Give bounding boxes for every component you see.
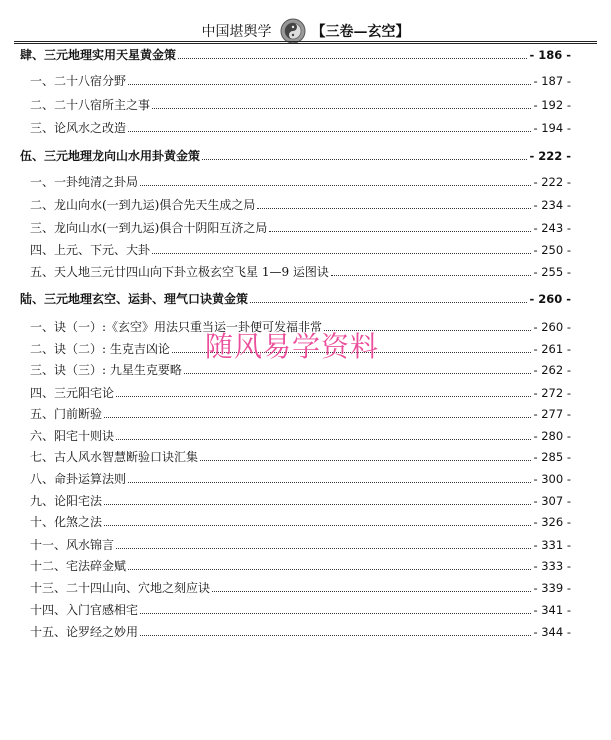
toc-entry-title: 九、论阳宅法 <box>30 494 103 508</box>
toc-section-entry[interactable] <box>30 195 571 213</box>
toc-leader-dots <box>116 396 531 397</box>
toc-leader-dots <box>202 159 527 160</box>
toc-section-entry[interactable] <box>30 556 571 574</box>
toc-entry-title: 二、二十八宿所主之事 <box>30 98 151 112</box>
toc-entry-title: 十四、入门官感相宅 <box>30 603 139 617</box>
toc-page-number: - 255 - <box>533 265 571 279</box>
toc-page-number: - 339 - <box>533 581 571 595</box>
toc-entry-title: 七、古人风水智慧断验口诀汇集 <box>30 450 199 464</box>
toc-leader-dots <box>152 108 531 109</box>
toc-leader-dots <box>128 569 531 570</box>
toc-section-entry[interactable] <box>30 491 571 509</box>
toc-leader-dots <box>128 482 531 483</box>
toc-page-number: - 277 - <box>533 407 571 421</box>
toc-entry-title: 一、诀（一）:《玄空》用法只重当运一卦便可发福非常 <box>30 320 323 334</box>
toc-leader-dots <box>104 417 531 418</box>
toc-entry-title: 十二、宅法碎金赋 <box>30 559 127 573</box>
toc-page-number: - 260 - <box>533 320 571 334</box>
toc-entry-title: 六、阳宅十则诀 <box>30 429 115 443</box>
toc-entry-title: 四、三元阳宅论 <box>30 386 115 400</box>
toc-leader-dots <box>128 131 531 132</box>
toc-entry-title: 十五、论罗经之妙用 <box>30 625 139 639</box>
toc-section-entry[interactable] <box>30 118 571 136</box>
toc-leader-dots <box>140 185 531 186</box>
toc-page-number: - 187 - <box>533 74 571 88</box>
toc-page-number: - 300 - <box>533 472 571 486</box>
toc-leader-dots <box>212 591 531 592</box>
toc-page-number: - 272 - <box>533 386 571 400</box>
toc-page-number: - 194 - <box>533 121 571 135</box>
toc-entry-title: 十三、二十四山向、穴地之刻应诀 <box>30 581 211 595</box>
toc-section-entry[interactable] <box>30 622 571 640</box>
toc-entry-title: 五、门前断验 <box>30 407 103 421</box>
toc-page-number: - 243 - <box>533 221 571 235</box>
toc-entry-title: 陆、三元地理玄空、运卦、理气口诀黄金策 <box>20 292 249 306</box>
toc-entry-title: 十、化煞之法 <box>30 515 103 529</box>
toc-page-number: - 326 - <box>533 515 571 529</box>
toc-page-number: - 186 - <box>529 48 571 62</box>
toc-page-number: - 341 - <box>533 603 571 617</box>
toc-leader-dots <box>128 84 531 85</box>
toc-entry-title: 五、天人地三元廿四山向下卦立极玄空飞星 1—9 运图诀 <box>30 265 329 279</box>
toc-entry-title: 一、一卦纯清之卦局 <box>30 175 139 189</box>
toc-section-entry[interactable] <box>30 404 571 422</box>
toc-section-entry[interactable] <box>30 218 571 236</box>
toc-entry-title: 三、诀（三）: 九星生克要略 <box>30 363 182 377</box>
toc-entry-title: 一、二十八宿分野 <box>30 74 127 88</box>
toc-page-number: - 344 - <box>533 625 571 639</box>
toc-entry-title: 肆、三元地理实用天星黄金策 <box>20 48 177 62</box>
toc-entry-title: 伍、三元地理龙向山水用卦黄金策 <box>20 149 201 163</box>
toc-page-number: - 262 - <box>533 363 571 377</box>
toc-section-entry[interactable] <box>30 383 571 401</box>
volume-label: 【三卷—玄空】 <box>311 24 410 40</box>
toc-section-entry[interactable] <box>30 469 571 487</box>
toc-entry-title: 八、命卦运算法则 <box>30 472 127 486</box>
toc-page-number: - 260 - <box>529 292 571 306</box>
toc-chapter-entry[interactable] <box>20 146 571 164</box>
toc-leader-dots <box>269 231 531 232</box>
toc-section-entry[interactable] <box>30 262 571 280</box>
toc-page-number: - 234 - <box>533 198 571 212</box>
toc-leader-dots <box>104 525 531 526</box>
toc-leader-dots <box>257 208 531 209</box>
toc-entry-title: 三、龙向山水(一到九运)俱合十阴阳互济之局 <box>30 221 268 235</box>
toc-entry-title: 十一、风水锦言 <box>30 538 115 552</box>
toc-entry-title: 四、上元、下元、大卦 <box>30 243 151 257</box>
toc-page-number: - 192 - <box>533 98 571 112</box>
toc-section-entry[interactable] <box>30 512 571 530</box>
toc-page-number: - 331 - <box>533 538 571 552</box>
toc-entry-title: 二、诀（二）: 生克吉凶论 <box>30 342 170 356</box>
toc-leader-dots <box>178 58 527 59</box>
toc-page-number: - 280 - <box>533 429 571 443</box>
toc-page-number: - 333 - <box>533 559 571 573</box>
toc-entry-title: 二、龙山向水(一到九运)俱合先天生成之局 <box>30 198 256 212</box>
toc-leader-dots <box>184 373 532 374</box>
toc-section-entry[interactable] <box>30 240 571 258</box>
toc-leader-dots <box>116 439 531 440</box>
toc-section-entry[interactable] <box>30 578 571 596</box>
toc-page-number: - 222 - <box>529 149 571 163</box>
toc-page-number: - 285 - <box>533 450 571 464</box>
toc-section-entry[interactable] <box>30 535 571 553</box>
toc-leader-dots <box>116 548 531 549</box>
toc-section-entry[interactable] <box>30 172 571 190</box>
book-title: 中国堪舆学 <box>201 24 272 40</box>
toc-section-entry[interactable] <box>30 71 571 89</box>
toc-section-entry[interactable] <box>30 426 571 444</box>
toc-page-number: - 261 - <box>533 342 571 356</box>
toc-section-entry[interactable] <box>30 447 571 465</box>
toc-leader-dots <box>152 253 531 254</box>
toc-page-number: - 307 - <box>533 494 571 508</box>
toc-leader-dots <box>331 275 532 276</box>
toc-chapter-entry[interactable] <box>20 45 571 63</box>
toc-page-number: - 222 - <box>533 175 571 189</box>
toc-leader-dots <box>104 504 531 505</box>
watermark-text: 随风易学资料 <box>205 330 380 363</box>
toc-leader-dots <box>200 460 531 461</box>
toc-leader-dots <box>140 613 531 614</box>
toc-leader-dots <box>140 635 531 636</box>
toc-leader-dots <box>250 302 527 303</box>
toc-chapter-entry[interactable] <box>20 289 571 307</box>
toc-section-entry[interactable] <box>30 600 571 618</box>
toc-page-number: - 250 - <box>533 243 571 257</box>
toc-entry-title: 三、论风水之改造 <box>30 121 127 135</box>
toc-section-entry[interactable] <box>30 95 571 113</box>
